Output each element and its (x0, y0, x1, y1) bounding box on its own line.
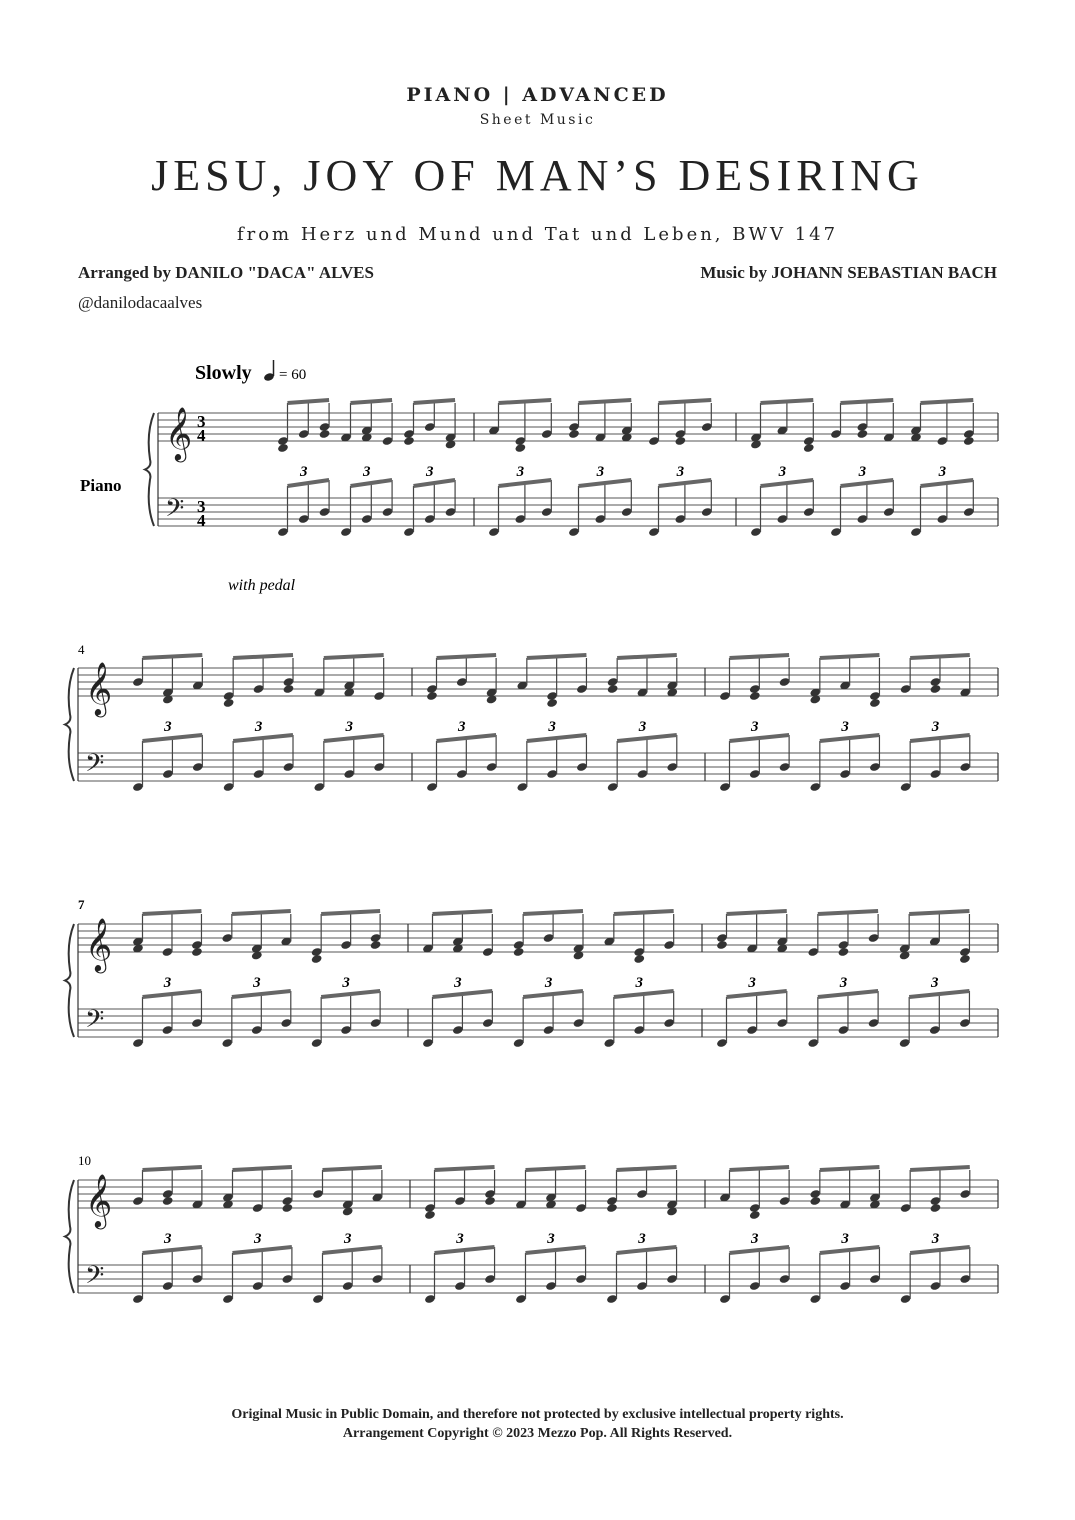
beam (433, 911, 493, 914)
subtitle: Sheet Music (479, 112, 596, 128)
treble-beat (716, 911, 788, 954)
treble-beat (515, 1167, 587, 1213)
note-head (568, 429, 580, 439)
tuplet-number: 3 (596, 464, 605, 480)
treble-beat (426, 655, 497, 705)
beam (233, 1167, 292, 1170)
beam (910, 1167, 970, 1170)
treble-beat (648, 400, 713, 446)
note-head (959, 954, 971, 964)
treble-clef-icon: 𝄞 (85, 663, 113, 714)
treble-beat (422, 911, 494, 957)
treble-beat (132, 655, 204, 705)
note-head (607, 684, 619, 694)
system (65, 1167, 998, 1304)
treble-beat (910, 400, 975, 446)
note-head (606, 1203, 618, 1213)
beam (143, 911, 202, 914)
tuplet-number: 3 (343, 1231, 352, 1247)
beam (614, 911, 674, 914)
tuplet-number: 3 (363, 464, 371, 480)
beam (233, 655, 293, 658)
treble-beat (222, 1167, 293, 1213)
measure-number: 10 (78, 1153, 91, 1168)
time-signature-bottom: 4 (197, 511, 206, 530)
note-head (514, 443, 526, 453)
note-head (546, 698, 558, 708)
tuplet-number: 3 (342, 975, 350, 991)
bass-clef-icon: 𝄢 (85, 750, 105, 783)
treble-beat (313, 655, 385, 701)
beam (909, 911, 969, 914)
treble-clef-icon: 𝄞 (85, 919, 113, 970)
beam (288, 400, 330, 403)
beam (527, 655, 587, 658)
tuplet-number: 3 (931, 1231, 940, 1247)
treble-beat (340, 400, 393, 446)
tuplet-number: 3 (300, 464, 308, 480)
quarter-note-icon (263, 360, 275, 382)
beam (579, 400, 632, 403)
tuplet-number: 3 (163, 1231, 172, 1247)
beam (232, 911, 291, 914)
brace (145, 413, 154, 526)
system (145, 400, 998, 537)
instrument-label: Piano (80, 476, 122, 495)
note-head (162, 1196, 174, 1206)
source-line: from Herz und Mund und Tat und Leben, BWV 147 (236, 224, 839, 245)
tempo-marking: Slowly (195, 362, 252, 384)
time-signature-bottom: 4 (197, 426, 206, 445)
tuplet-number: 3 (676, 464, 685, 480)
tuplet-number: 3 (638, 719, 647, 735)
treble-clef-icon: 𝄞 (85, 1175, 113, 1226)
treble-beat (221, 911, 292, 961)
beam (921, 400, 974, 403)
tuplet-number: 3 (751, 1231, 759, 1247)
note-head (838, 947, 850, 957)
beam (910, 655, 970, 658)
tuplet-number: 3 (516, 464, 525, 480)
note-head (424, 1210, 436, 1220)
bass-clef-icon: 𝄢 (85, 1262, 105, 1295)
composer-credit: Music by JOHANN SEBASTIAN BACH (700, 263, 997, 282)
tuplet-number: 3 (547, 1231, 555, 1247)
note-head (869, 698, 881, 708)
footer-public-domain: Original Music in Public Domain, and therefore not protected by exclusive intellectual property rights. (231, 1407, 844, 1422)
beam (523, 911, 583, 914)
tuplet-number: 3 (345, 719, 354, 735)
brace (65, 924, 74, 1037)
tuplet-number: 3 (751, 719, 759, 735)
time-signature-top: 3 (197, 412, 206, 431)
measure-number: 4 (78, 642, 85, 657)
tuplet-number: 3 (938, 464, 947, 480)
tuplet-number: 3 (858, 464, 867, 480)
treble-beat (719, 655, 790, 701)
bass-clef-icon: 𝄢 (85, 1006, 105, 1039)
note-head (930, 1203, 942, 1213)
note-head (283, 684, 295, 694)
note-head (674, 436, 686, 446)
brace (65, 668, 74, 781)
tuplet-number: 3 (253, 975, 261, 991)
tuplet-number: 3 (841, 719, 849, 735)
measure-number: 7 (78, 897, 85, 912)
note-head (716, 940, 728, 950)
beam (324, 655, 384, 658)
beam (143, 655, 203, 658)
beam (414, 400, 456, 403)
tuplet-number: 3 (635, 975, 644, 991)
note-head (370, 940, 382, 950)
beam (323, 1167, 382, 1170)
note-head (281, 1203, 293, 1213)
time-signature-top: 3 (197, 497, 206, 516)
tuplet-number: 3 (841, 1231, 849, 1247)
tuplet-number: 3 (638, 1231, 646, 1247)
arranger-handle: @danilodacaalves (78, 293, 203, 312)
arranger-credit: Arranged by DANILO "DACA" ALVES (78, 263, 374, 282)
note-head (484, 1196, 496, 1206)
beam (617, 1167, 677, 1170)
treble-beat (513, 911, 585, 961)
tuplet-number: 3 (748, 975, 756, 991)
note-head (277, 443, 289, 453)
beam (820, 655, 880, 658)
treble-beat (132, 1167, 203, 1210)
treble-beat (807, 911, 879, 957)
note-head (749, 1210, 761, 1220)
note-head (856, 429, 868, 439)
beam (617, 655, 677, 658)
beam (437, 655, 497, 658)
tuplet-number: 3 (163, 975, 172, 991)
beam (659, 400, 712, 403)
treble-beat (606, 1167, 678, 1217)
beam (351, 400, 393, 403)
tuplet-number: 3 (254, 719, 263, 735)
beam (730, 1167, 790, 1170)
note-head (749, 691, 761, 701)
beam (820, 1167, 880, 1170)
tuplet-number: 3 (931, 975, 939, 991)
tuplet-number: 3 (253, 1231, 262, 1247)
tuplet-number: 3 (544, 975, 553, 991)
footer-copyright: Arrangement Copyright © 2023 Mezzo Pop. All Rights Reserved. (342, 1426, 733, 1441)
note-head (319, 429, 331, 439)
treble-beat (830, 400, 895, 443)
treble-clef-icon: 𝄞 (165, 408, 193, 459)
beam (761, 400, 814, 403)
beam (499, 400, 552, 403)
pedal-marking: with pedal (228, 577, 296, 594)
note-head (311, 954, 323, 964)
tuplet-number: 3 (548, 719, 556, 735)
beam (818, 911, 878, 914)
level-label: PIANO | ADVANCED (406, 84, 669, 106)
note-head (963, 436, 975, 446)
note-head (426, 691, 438, 701)
treble-beat (809, 1167, 880, 1210)
tuplet-number: 3 (778, 464, 787, 480)
tuplet-number: 3 (839, 975, 848, 991)
note-head (403, 436, 415, 446)
bass-clef-icon: 𝄢 (165, 495, 185, 528)
system (65, 655, 998, 792)
treble-beat (900, 1167, 971, 1213)
treble-beat (403, 400, 456, 450)
note-head (809, 1196, 821, 1206)
note-head (191, 947, 203, 957)
beam (730, 655, 790, 658)
tuplet-number: 3 (164, 719, 172, 735)
tuplet-number: 3 (426, 464, 434, 480)
treble-beat (568, 400, 633, 443)
tuplet-number: 3 (456, 1231, 464, 1247)
treble-beat (607, 655, 678, 698)
tuplet-number: 3 (458, 719, 466, 735)
treble-beat (900, 655, 971, 698)
beam (727, 911, 787, 914)
treble-beat (312, 1167, 383, 1217)
note-head (930, 684, 942, 694)
tuplet-number: 3 (454, 975, 462, 991)
beam (321, 911, 380, 914)
treble-beat (132, 911, 203, 957)
beam (435, 1167, 495, 1170)
note-head (513, 947, 525, 957)
tuplet-number: 3 (931, 719, 940, 735)
page-title: JESU, JOY OF MAN’S DESIRING (151, 151, 924, 200)
beam (143, 1167, 202, 1170)
beam (526, 1167, 586, 1170)
beam (841, 400, 894, 403)
system (65, 911, 998, 1048)
brace (65, 1180, 74, 1293)
note-head (633, 954, 645, 964)
note-head (223, 698, 235, 708)
tempo-value: = 60 (279, 367, 307, 383)
note-head (803, 443, 815, 453)
